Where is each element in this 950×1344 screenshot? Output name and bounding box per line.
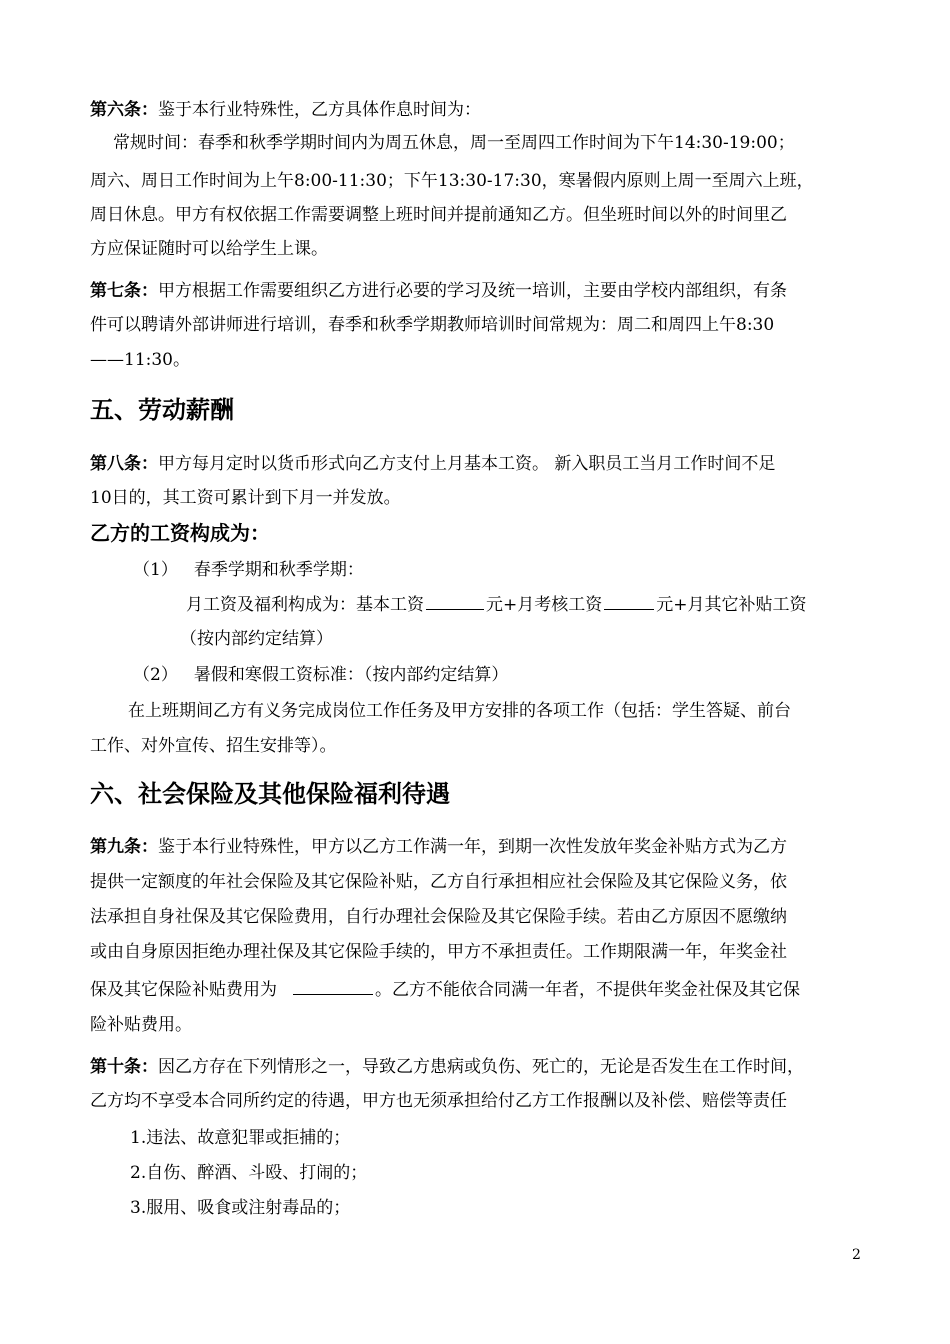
article-10-line-1: [90, 1056, 804, 1078]
article-6-intro: [90, 99, 481, 121]
salary-item-1-note: （按内部约定结算）: [180, 629, 333, 649]
list-item: 2.自伤、醉酒、斗殴、打闹的；: [130, 1163, 368, 1183]
salary-assessment-label: 元+月考核工资: [486, 595, 603, 615]
salary-item-1-number: （1）: [133, 560, 178, 580]
section-6-heading: 六、社会保险及其他保险福利待遇: [90, 779, 450, 808]
article-9-line-5-text-b: 。乙方不能依合同满一年者，不提供年奖金社保及其它保: [375, 980, 800, 1000]
salary-item-2-number: （2）: [133, 665, 178, 685]
salary-item-1: [133, 559, 364, 581]
article-9-line-3: 法承担自身社保及其它保险费用，自行办理社会保险及其它保险手续。若由乙方原因不愿缴纳: [90, 907, 787, 927]
article-9-line-6: 险补贴费用。: [90, 1015, 192, 1035]
article-6-intro-text: 鉴于本行业特殊性，乙方具体作息时间为：: [158, 100, 481, 120]
section-5-heading: 五、劳动薪酬: [90, 395, 234, 424]
article-8-line-1: [90, 453, 775, 475]
article-7-line-3: ——11:30。: [90, 350, 190, 370]
article-7-line-2: 件可以聘请外部讲师进行培训，春季和秋季学期教师培训时间常规为：周二和周四上午8:30: [90, 315, 775, 335]
article-6-line-1: 常规时间：春季和秋季学期时间内为周五休息，周一至周四工作时间为下午14:30-19:00；: [113, 133, 795, 153]
article-10-line-1-text: 因乙方存在下列情形之一，导致乙方患病或负伤、死亡的，无论是否发生在工作时间，: [158, 1057, 804, 1077]
article-7-line-1-text: 甲方根据工作需要组织乙方进行必要的学习及统一培训，主要由学校内部组织，有条: [158, 281, 787, 301]
list-item: 1.违法、故意犯罪或拒捕的；: [130, 1128, 351, 1148]
article-7-line-1: [90, 280, 787, 302]
article-8-label: 第八条：: [90, 454, 158, 474]
page-number: 2: [852, 1247, 861, 1263]
article-6-line-3: 周日休息。甲方有权依据工作需要调整上班时间并提前通知乙方。但坐班时间以外的时间里乙: [90, 205, 787, 225]
salary-item-2: [133, 664, 508, 686]
salary-item-2-text: 暑假和寒假工资标准：（按内部约定结算）: [193, 665, 509, 685]
salary-item-1-composition: [186, 593, 807, 616]
article-6-line-4: 方应保证随时可以给学生上课。: [90, 239, 328, 259]
duty-line-2: 工作、对外宣传、招生安排等）。: [90, 736, 337, 756]
salary-base-blank: [426, 593, 484, 610]
article-9-line-2: 提供一定额度的年社会保险及其它保险补贴，乙方自行承担相应社会保险及其它保险义务，依: [90, 872, 787, 892]
salary-item-1-text: 春季学期和秋季学期：: [193, 560, 364, 580]
article-9-line-1: [90, 836, 787, 858]
salary-base-label: 月工资及福利构成为：基本工资: [186, 595, 424, 615]
list-item: 3.服用、吸食或注射毒品的；: [130, 1198, 351, 1218]
article-9-line-5-text-a: 保及其它保险补贴费用为: [90, 980, 277, 1000]
article-7-label: 第七条：: [90, 281, 158, 301]
article-9-line-5: [90, 978, 800, 1001]
article-6-line-2: 周六、周日工作时间为上午8:00-11:30；下午13:30-17:30，寒暑假内原则上周一至周六上班，: [90, 171, 814, 191]
insurance-amount-blank: [293, 978, 373, 995]
salary-assessment-blank: [604, 593, 654, 610]
article-9-line-1-text: 鉴于本行业特殊性，甲方以乙方工作满一年，到期一次性发放年奖金补贴方式为乙方: [158, 837, 787, 857]
article-9-label: 第九条：: [90, 837, 158, 857]
article-9-line-4: 或由自身原因拒绝办理社保及其它保险手续的，甲方不承担责任。工作期限满一年，年奖金社: [90, 942, 787, 962]
duty-line-1: 在上班期间乙方有义务完成岗位工作任务及甲方安排的各项工作（包括：学生答疑、前台: [128, 701, 791, 721]
article-10-label: 第十条：: [90, 1057, 158, 1077]
article-8-line-2: 10日的，其工资可累计到下月一并发放。: [90, 488, 401, 508]
salary-allowance-label: 元+月其它补贴工资: [656, 595, 807, 615]
article-10-line-2: 乙方均不享受本合同所约定的待遇，甲方也无须承担给付乙方工作报酬以及补偿、赔偿等责任: [90, 1091, 787, 1111]
salary-heading: 乙方的工资构成为：: [90, 521, 270, 545]
article-8-line-1-text: 甲方每月定时以货币形式向乙方支付上月基本工资。 新入职员工当月工作时间不足: [158, 454, 776, 474]
article-6-label: 第六条：: [90, 100, 158, 120]
